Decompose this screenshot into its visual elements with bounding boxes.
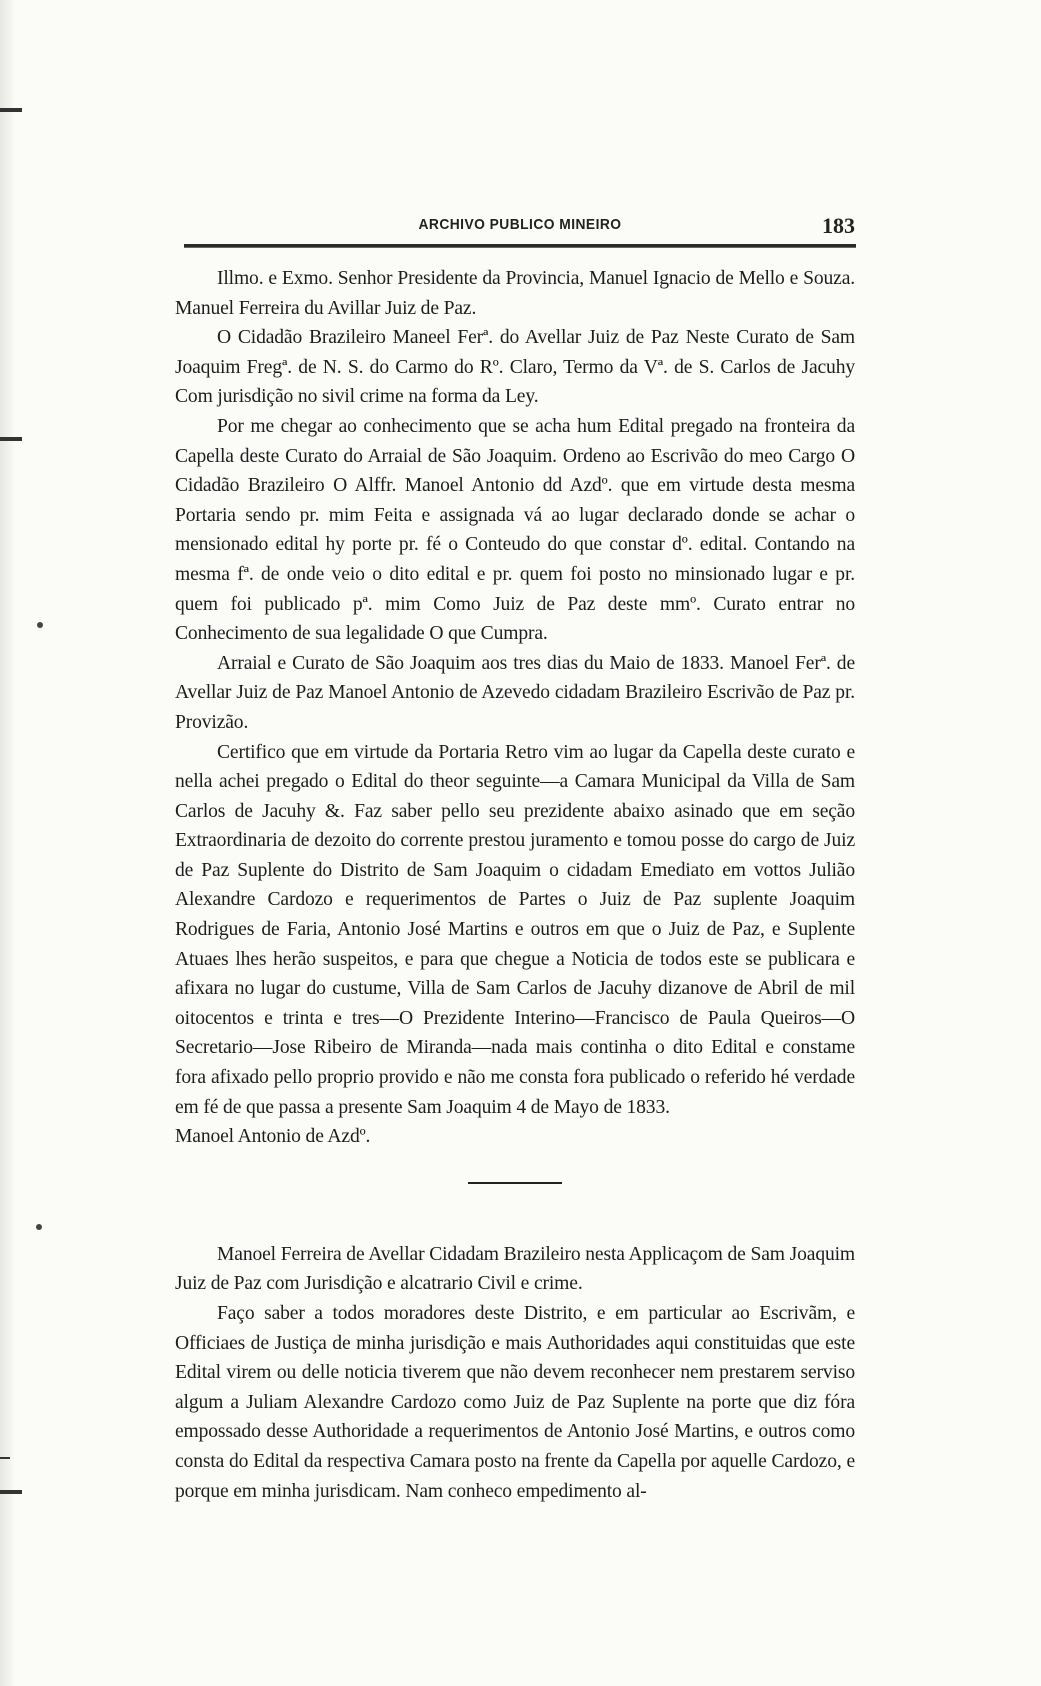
paragraph: Certifico que em virtude da Portaria Retro vim ao lugar da Capella deste curato e nella achei pregado o Edital do theor seguinte—a Camara Municipal da Villa de Sam Carlos de Jacuhy &. Faz saber pello seu prezidente abaixo asinado que em seção Extraordinaria de dezoito do corrente prestou juramento e tomou posse do cargo de Juiz de Paz Suplente do Distrito de Sam Joaquim o cidadam Emediato em vottos Julião Alexandre Cardozo e requerimentos de Partes o Juiz de Paz suplente Joaquim Rodrigues de Faria, Antonio José Martins e outros em que o Juiz de Paz, e Suplente Atuaes lhes herão suspeitos, e para que chegue a Noticia de todos este se publicara e afixara no lugar do custume, Villa de Sam Carlos de Jacuhy dizanove de Abril de mil oitocentos e trinta e tres—O Prezidente Interino—Francisco de Paula Queiros—O Secretario—Jose Ribeiro de Miranda—nada mais continha o dito Edital e constame fora afixado pello proprio provido e não me consta fora publicado o referido hé verdade em fé de que passa a presente Sam Joaquim 4 de Mayo de 1833. [175, 741, 855, 1118]
paragraph: O Cidadão Brazileiro Maneel Ferª. do Avellar Juiz de Paz Neste Curato de Sam Joaquim Fregª. de N. S. do Carmo do Rº. Claro, Termo da Vª. de S. Carlos de Jacuhy Com jurisdição no sivil crime na forma da Ley. [175, 327, 855, 408]
ink-speck [37, 622, 43, 628]
paragraph: Por me chegar ao conhecimento que se acha hum Edital pregado na fronteira da Capella deste Curato do Arraial de São Joaquim. Ordeno ao Escrivão do meo Cargo O Cidadão Brazileiro O Alffr. Manoel Antonio dd Azdº. que em virtude desta mesma Portaria sendo pr. mim Feita e assignada vá ao lugar declarado donde se achar o mensionado edital hy porte pr. fé o Conteudo do que constar dº. edital. Contando na mesma fª. de onde veio o dito edital e pr. quem foi posto no minsionado lugar e pr. quem foi publicado pª. mim Como Juiz de Paz deste mmº. Curato entrar no Conhecimento de sua legalidade O que Cumpra. [175, 415, 855, 645]
document-body [175, 264, 855, 1506]
signature-line: Manoel Antonio de Azdº. [175, 1126, 371, 1148]
header-rule [184, 244, 856, 248]
binding-mark [0, 437, 22, 441]
paragraph: Manoel Ferreira de Avellar Cidadam Brazileiro nesta Applicaçom de Sam Joaquim Juiz de Paz com Jurisdição e alcatrario Civil e crime. [175, 1243, 855, 1295]
page-edge-shadow [0, 0, 14, 1686]
binding-mark [0, 108, 22, 112]
ink-speck [36, 1224, 42, 1230]
section-divider [468, 1182, 562, 1184]
paragraph: Arraial e Curato de São Joaquim aos tres dias du Maio de 1833. Manoel Ferª. de Avellar Juiz de Paz Manoel Antonio de Azevedo cidadam Brazileiro Escrivão de Paz pr. Provizão. [175, 652, 855, 733]
running-title: ARCHIVO PUBLICO MINEIRO [418, 216, 622, 233]
binding-mark [0, 1457, 10, 1459]
paragraph: Faço saber a todos moradores deste Distrito, e em particular ao Escrivãm, e Officiaes de Justiça de minha jurisdição e mais Authoridades aqui constituidas que este Edital virem ou delle noticia tiverem que não devem reconhecer nem prestarem serviso algum a Juliam Alexandre Cardozo como Juiz de Paz Suplente na porte que diz fóra empossado desse Authoridade a requerimentos de Antonio José Martins, e outros como consta do Edital da respectiva Camara posto na frente da Capella por aquelle Cardozo, e porque em minha jurisdicam. Nam conheco empedimento al- [175, 1303, 855, 1502]
paragraph: Illmo. e Exmo. Senhor Presidente da Provincia, Manuel Ignacio de Mello e Souza. Manuel Ferreira du Avillar Juiz de Paz. [175, 268, 855, 319]
binding-mark [0, 1490, 22, 1494]
page-number: 183 [822, 213, 855, 238]
